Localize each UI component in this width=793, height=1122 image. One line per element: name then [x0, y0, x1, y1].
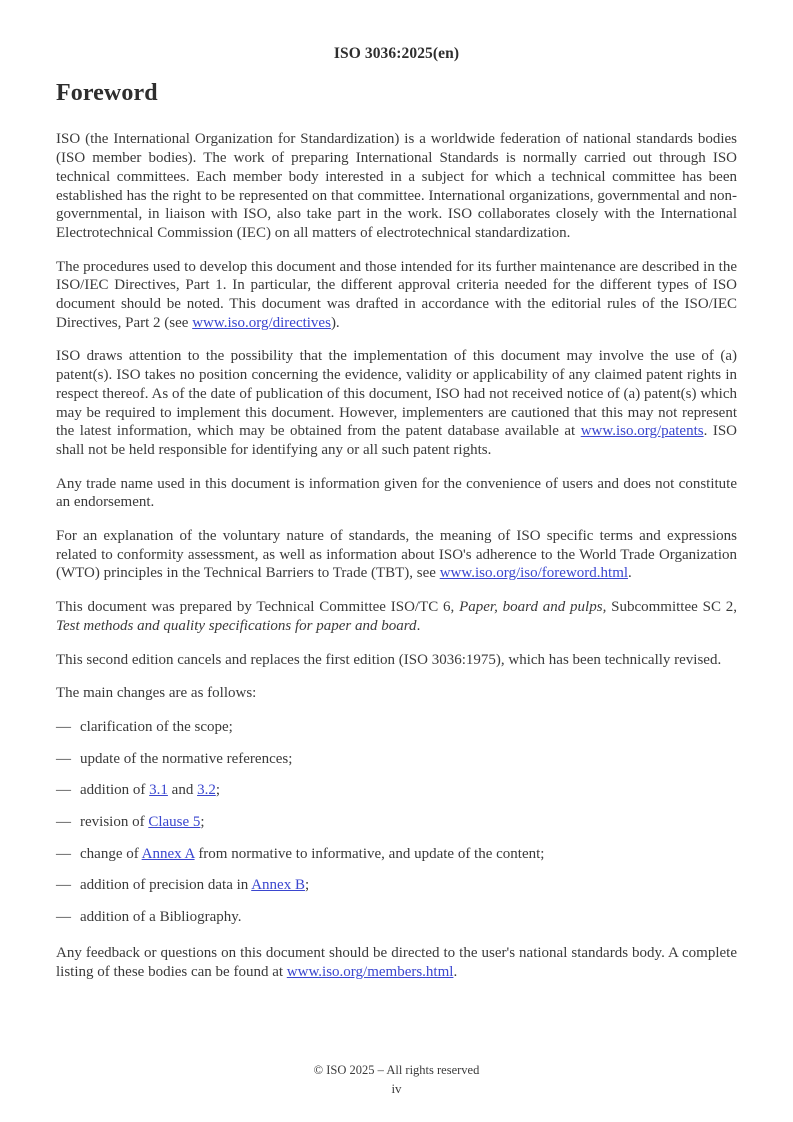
paragraph-patents-text-before: ISO draws attention to the possibility that the implementation of this document may involve the use of (a) patent(s). ISO takes no position concerning the evidence, validity or applicability of any claimed patent rights in respect thereof. As of the date of publication of this document, ISO had not received notice of (a) patent(s) which may be required to implement this document. However, implementers are cautioned that this may not represent the latest information, which may be obtained from the patent database available at — [56, 348, 737, 440]
em-dash-bullet-icon: — — [56, 782, 71, 799]
list-item-link[interactable]: 3.1 — [149, 782, 168, 799]
paragraph-procedures-text-after: ). — [330, 314, 340, 331]
paragraph-voluntary-nature — [56, 527, 737, 583]
paragraph-edition: This second edition cancels and replaces the first edition (ISO 3036:1975), which has been technically revised. — [56, 651, 722, 668]
list-item — [56, 750, 737, 769]
link-iso-foreword[interactable]: www.iso.org/iso/foreword.html — [439, 565, 629, 582]
paragraph-voluntary-text-before: For an explanation of the voluntary nature of standards, the meaning of ISO specific terms and expressions related to conformity assessment, as well as information about ISO's adherence to the World Trade Organization (WTO) principles in the Technical Barriers to Trade (TBT), see — [56, 528, 737, 582]
list-item-text-mid: and — [167, 782, 198, 799]
list-item-text-before: update of the normative references; — [80, 750, 293, 767]
list-item-text-before: change of — [80, 845, 142, 862]
paragraph-main-changes-intro: The main changes are as follows: — [56, 685, 257, 702]
paragraph-patents — [56, 347, 737, 459]
committee-text-b: Subcommittee SC 2, — [606, 599, 738, 616]
document-content — [56, 80, 737, 996]
page-number: iv — [391, 1081, 402, 1096]
committee-sc-title: Test methods and quality specifications for paper and board — [56, 617, 417, 634]
running-head: ISO 3036:2025(en) — [333, 45, 460, 62]
link-iso-patents[interactable]: www.iso.org/patents — [580, 423, 704, 440]
list-item-link[interactable]: Annex A — [141, 845, 195, 862]
link-iso-members[interactable]: www.iso.org/members.html — [286, 963, 454, 980]
list-item — [56, 876, 737, 895]
list-item-text-before: revision of — [80, 814, 149, 831]
list-item-text-before: addition of precision data in — [80, 877, 252, 894]
committee-text-c: . — [416, 617, 421, 634]
list-item-text-before: addition of — [80, 782, 150, 799]
paragraph-feedback — [56, 944, 737, 981]
paragraph-procedures — [56, 258, 737, 333]
paragraph-voluntary-text-after: . — [628, 565, 632, 582]
paragraph-committee — [56, 598, 737, 635]
paragraph-procedures-text-before: The procedures used to develop this document and those intended for its further maintenance are described in the ISO/IEC Directives, Part 1. In particular, the different approval criteria needed for the different types of ISO document should be noted. This document was drafted in accordance with the editorial rules of the ISO/IEC Directives, Part 2 (see — [56, 258, 737, 331]
list-item — [56, 718, 737, 737]
em-dash-bullet-icon: — — [56, 718, 71, 735]
em-dash-bullet-icon: — — [56, 814, 71, 831]
em-dash-bullet-icon: — — [56, 909, 71, 926]
list-item-text-before: clarification of the scope; — [80, 718, 233, 735]
link-iso-directives[interactable]: www.iso.org/directives — [192, 314, 331, 331]
em-dash-bullet-icon: — — [56, 845, 71, 862]
page-title: Foreword — [56, 80, 158, 106]
list-item — [56, 813, 737, 832]
list-item-text-mid: from normative to informative, and update of the content; — [194, 845, 545, 862]
list-item-link[interactable]: Clause 5 — [148, 814, 201, 831]
committee-text-a: This document was prepared by Technical Committee ISO/TC 6, — [56, 599, 460, 616]
list-item-text-after: ; — [215, 782, 220, 799]
footer-copyright: © ISO 2025 – All rights reserved — [313, 1063, 480, 1077]
committee-tc-title: Paper, board and pulps, — [459, 599, 607, 616]
em-dash-bullet-icon: — — [56, 750, 71, 767]
changes-list — [56, 718, 737, 927]
paragraph-trade-name: Any trade name used in this document is information given for the convenience of users and does not constitute an endorsement. — [56, 475, 737, 511]
paragraph-iso-description: ISO (the International Organization for Standardization) is a worldwide federation of national standards bodies (ISO member bodies). The work of preparing International Standards is normally carried out through ISO technical committees. Each member body interested in a subject for which a technical committee has been established has the right to be represented on that committee. International organizations, governmental and non-governmental, in liaison with ISO, also take part in the work. ISO collaborates closely with the International Electrotechnical Commission (IEC) on all matters of electrotechnical standardization. — [56, 131, 737, 241]
list-item-text-after: ; — [200, 814, 205, 831]
list-item-text-before: addition of a Bibliography. — [80, 909, 242, 926]
list-item-text-after: ; — [304, 877, 310, 894]
list-item — [56, 781, 737, 800]
list-item — [56, 908, 737, 927]
list-item-link-2[interactable]: 3.2 — [197, 782, 216, 799]
paragraph-feedback-text-before: Any feedback or questions on this document should be directed to the user's national standards body. A complete listing of these bodies can be found at — [56, 944, 737, 980]
list-item-link[interactable]: Annex B — [251, 877, 305, 894]
list-item — [56, 845, 737, 864]
paragraph-patents-text-after: . ISO shall not be held responsible for identifying any or all such patent rights. — [56, 423, 737, 458]
paragraph-feedback-text-after: . — [453, 963, 458, 980]
em-dash-bullet-icon: — — [56, 877, 71, 894]
